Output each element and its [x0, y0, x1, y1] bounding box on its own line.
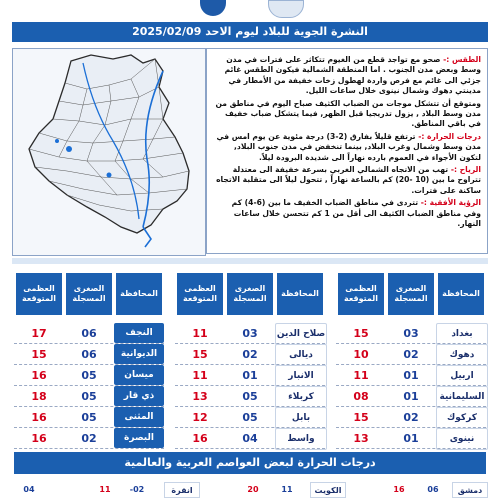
capital-max-temp: 11 [99, 484, 111, 494]
forecast-text-panel [206, 48, 488, 254]
header-min: الصغرى المسجلة [64, 271, 114, 317]
fog-text: ومتوقع أن تتشكل موجات من الضباب الكثيف صباح اليوم في مناطق من مدن وسط البلاد , يزول تدريجيا قبل الظهر, فيما يتشكل ضباب خفيف في باقي المناطق. [215, 98, 481, 129]
logo-right-icon [268, 0, 304, 18]
table-header-middle [175, 271, 325, 317]
capital-min-temp: 04 [23, 484, 35, 494]
min-temp: 03 [242, 326, 258, 340]
capitals-row [14, 482, 486, 500]
max-temp: 18 [31, 389, 47, 403]
max-temp: 10 [353, 347, 369, 361]
bulletin-title: النشرة الجوية للبلاد ليوم الاحد 2025/02/09 [12, 22, 488, 42]
max-temp: 15 [353, 326, 369, 340]
city-name: البصرة [114, 428, 164, 448]
min-temp: 05 [81, 368, 97, 382]
min-temp: 01 [403, 431, 419, 445]
table-header-left [14, 271, 164, 317]
header-min: الصغرى المسجلة [386, 271, 436, 317]
table-row [336, 406, 486, 429]
temp-label: درجات الحرارة :- [418, 131, 481, 141]
header-city: المحافظة [114, 271, 164, 317]
min-temp: 02 [403, 410, 419, 424]
max-temp: 16 [31, 368, 47, 382]
min-temp: 04 [242, 431, 258, 445]
row-divider [175, 448, 325, 449]
top-banner [0, 0, 500, 22]
capitals-title: درجات الحرارة لبعض العواصم العربية والعالمية [14, 452, 486, 474]
table-row [14, 364, 164, 387]
header-min: الصغرى المسجلة [225, 271, 275, 317]
table-header-right [336, 271, 486, 317]
header-city: المحافظة [275, 271, 325, 317]
iraq-map [12, 48, 206, 256]
max-temp: 12 [192, 410, 208, 424]
max-temp: 16 [31, 410, 47, 424]
max-temp: 15 [31, 347, 47, 361]
row-divider [336, 448, 486, 449]
max-temp: 16 [192, 431, 208, 445]
capital-min-temp: 06 [427, 484, 439, 494]
min-temp: 01 [403, 368, 419, 382]
city-name: بغداد [436, 323, 488, 345]
capital-max-temp: 20 [247, 484, 259, 494]
wind-label: الرياح :- [450, 165, 481, 175]
table-row [175, 343, 325, 366]
city-name: النجف [114, 323, 164, 343]
table-row [336, 343, 486, 366]
map-icon [13, 49, 205, 255]
max-temp: 15 [353, 410, 369, 424]
table-row [336, 427, 486, 450]
header-max: العظمى المتوقعة [175, 271, 225, 317]
city-name: صلاح الدين [275, 323, 327, 345]
header-max: العظمى المتوقعة [14, 271, 64, 317]
table-row [336, 385, 486, 408]
table-row [336, 322, 486, 345]
max-temp: 11 [353, 368, 369, 382]
min-temp: 01 [403, 389, 419, 403]
min-temp: 02 [81, 431, 97, 445]
temp-text: ترتفع قليلاً بفارق (2-3) درجة مئوية عن يوم امس في مدن وسط وشمال وغرب البلاد, بينما تنخفض في مدن جنوب البلاد, لتكون الأجواء في العموم بارده نهاراً الى شديدة البرودة ليلاً. [216, 131, 481, 162]
min-temp: 05 [81, 389, 97, 403]
header-max: العظمى المتوقعة [336, 271, 386, 317]
table-row [14, 343, 164, 366]
capital-name: انقرة [164, 482, 200, 498]
city-name: اربيل [436, 365, 488, 387]
city-name: ديالى [275, 344, 327, 366]
city-name: المثنى [114, 407, 164, 427]
capital-min-temp: -02 [129, 484, 145, 494]
city-name: نينوى [436, 428, 488, 450]
min-temp: 06 [81, 347, 97, 361]
capital-max-temp: 16 [393, 484, 405, 494]
city-name: السليمانية [436, 386, 488, 408]
header-city: المحافظة [436, 271, 486, 317]
capital-name: دمشق [452, 482, 488, 498]
max-temp: 11 [192, 368, 208, 382]
table-row [175, 427, 325, 450]
logo-left-icon [200, 0, 226, 16]
capital-name: الكويت [310, 482, 346, 498]
table-row [175, 385, 325, 408]
section-divider [12, 258, 488, 264]
city-name: ذي قار [114, 386, 164, 406]
city-name: دهوك [436, 344, 488, 366]
city-name: كركوك [436, 407, 488, 429]
min-temp: 06 [81, 326, 97, 340]
city-name: الديوانية [114, 344, 164, 364]
table-row [14, 427, 164, 450]
max-temp: 16 [31, 431, 47, 445]
min-temp: 01 [242, 368, 258, 382]
wind-text: تهب من الاتجاه الشمالي الغربي بسرعة خفيفة الى معتدلة تتراوح ما بين (10 -20) كم بالساعة نهاراً , تتحول ليلاً الى متقلبة الاتجاه ساكنة على فترات. [216, 165, 481, 195]
sky-label: الطقس :- [443, 55, 481, 64]
table-row [14, 322, 164, 345]
city-name: بابل [275, 407, 327, 429]
max-temp: 11 [192, 326, 208, 340]
city-name: واسط [275, 428, 327, 450]
min-temp: 05 [81, 410, 97, 424]
max-temp: 15 [192, 347, 208, 361]
capital-min-temp: 11 [281, 484, 293, 494]
table-row [175, 364, 325, 387]
visibility-text: تتردى في مناطق الضباب الخفيف ما بين (6-4) كم وفي مناطق الضباب الكثيف الى أقل من 1 كم تتحسن خلال ساعات النهار. [231, 198, 481, 229]
visibility-label: الرؤية الأفقية :- [420, 198, 481, 208]
min-temp: 03 [403, 326, 419, 340]
min-temp: 05 [242, 389, 258, 403]
table-row [175, 322, 325, 345]
row-divider [14, 448, 164, 449]
min-temp: 02 [403, 347, 419, 361]
min-temp: 02 [242, 347, 258, 361]
city-name: ميسان [114, 365, 164, 385]
max-temp: 13 [353, 431, 369, 445]
city-name: الانبار [275, 365, 327, 387]
table-row [14, 385, 164, 408]
max-temp: 13 [192, 389, 208, 403]
max-temp: 08 [353, 389, 369, 403]
city-name: كربلاء [275, 386, 327, 408]
table-row [175, 406, 325, 429]
sky-text: صحو مع تواجد قطع من الغيوم تتكاثر على فترات في مدن وسط وبعض مدن الجنوب . اما المنطقة الشمالية فيكون الطقس غائم جزئي الى غائم مع فرص واردة لهطول زخات خفيفة من الأمطار في مدينتي دهوك وشمال نينوى خلال ساعات الليل. [224, 55, 481, 96]
table-row [336, 364, 486, 387]
max-temp: 17 [31, 326, 47, 340]
table-row [14, 406, 164, 429]
min-temp: 05 [242, 410, 258, 424]
